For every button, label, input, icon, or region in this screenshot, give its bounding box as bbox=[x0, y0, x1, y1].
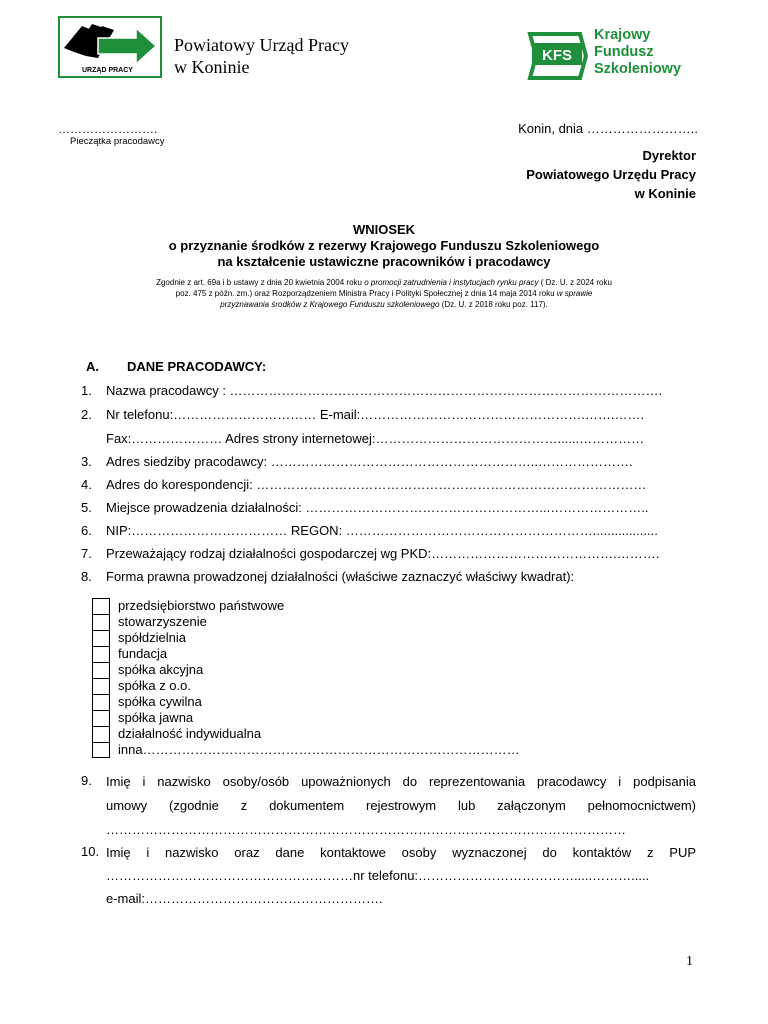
field-representatives-line1: Imię i nazwisko osoby/osób upoważnionych do reprezentowania pracodawcy i podpisania bbox=[106, 774, 696, 789]
field-label: Miejsce prowadzenia działalności: ………………………………………………...………………….. bbox=[106, 500, 649, 515]
option-label: spółdzielnia bbox=[118, 630, 186, 645]
field-number: 10. bbox=[81, 844, 100, 859]
field-label: Adres do korespondencji: ……………………………………………………………………………… bbox=[106, 477, 647, 492]
checkbox[interactable] bbox=[92, 646, 110, 662]
stamp-dots: ……………………. bbox=[58, 122, 158, 136]
option-label: spółka cywilna bbox=[118, 694, 202, 709]
legal-l1a: Zgodnie z art. 69a i b ustawy z dnia 20 kwietnia 2004 roku bbox=[156, 278, 365, 287]
field-number: 4. bbox=[81, 477, 92, 492]
kfs-name-line3: Szkoleniowy bbox=[594, 61, 682, 77]
field-number: 2. bbox=[81, 407, 92, 422]
title-line3: na kształcenie ustawiczne pracowników i pracodawcy bbox=[217, 254, 551, 269]
title-line1: WNIOSEK bbox=[352, 222, 416, 237]
field-number: 7. bbox=[81, 546, 92, 561]
legal-line2 bbox=[84, 288, 684, 299]
legal-l2a: poz. 475 z późn. zm.) oraz Rozporządzeniem Ministra Pracy i Polityki Społecznej z dnia 14 maja 2014 roku bbox=[175, 289, 557, 298]
pup-logo-graphic bbox=[60, 18, 160, 76]
field-label: Forma prawna prowadzonej działalności (właściwe zaznaczyć właściwy kwadrat): bbox=[106, 569, 575, 584]
addressee-line1: Dyrektor bbox=[642, 148, 696, 163]
option-label: fundacja bbox=[118, 646, 168, 661]
field-number: 8. bbox=[81, 569, 92, 584]
addressee bbox=[526, 146, 696, 203]
checkbox[interactable] bbox=[92, 662, 110, 678]
option-label: stowarzyszenie bbox=[118, 614, 207, 629]
field-number: 9. bbox=[81, 773, 92, 788]
legal-l3b: (Dz. U. z 2018 roku poz. 117). bbox=[439, 300, 548, 309]
field-number: 6. bbox=[81, 523, 92, 538]
option-label: spółka jawna bbox=[118, 710, 194, 725]
field-contact-person-line1: Imię i nazwisko oraz dane kontaktowe osoby wyznaczonej do kontaktów z PUP bbox=[106, 845, 696, 860]
field-number: 1. bbox=[81, 383, 92, 398]
field-representatives-input[interactable]: ………………………………………………………………………………………………………… bbox=[106, 822, 626, 837]
field-label: Fax:………………… Adres strony internetowej:……………………………………......…………… bbox=[106, 431, 645, 446]
section-letter: A. bbox=[86, 359, 99, 374]
legal-l1b: o promocji zatrudnienia i instytucjach rynku pracy bbox=[364, 278, 539, 287]
checkbox[interactable] bbox=[92, 598, 110, 614]
checkbox[interactable] bbox=[92, 678, 110, 694]
option-label: spółka z o.o. bbox=[118, 678, 191, 693]
checkbox[interactable] bbox=[92, 614, 110, 630]
office-name-line1: Powiatowy Urząd Pracy bbox=[174, 35, 349, 55]
field-contact-person-phone[interactable]: …………………………………………………nr telefonu:……………………………….....………..... bbox=[106, 868, 650, 883]
checkbox[interactable] bbox=[92, 630, 110, 646]
option-label: przedsiębiorstwo państwowe bbox=[118, 598, 285, 613]
legal-basis bbox=[84, 277, 684, 310]
legal-line3 bbox=[84, 299, 684, 310]
field-label: Nazwa pracodawcy : ………………………………………………………………………………………. bbox=[106, 383, 663, 398]
checkbox[interactable] bbox=[92, 742, 110, 758]
field-representatives-line2: umowy (zgodnie z dokumentem rejestrowym lub załączonym pełnomocnictwem) bbox=[106, 798, 696, 813]
legal-l1c: ( Dz. U. z 2024 roku bbox=[538, 278, 612, 287]
addressee-line3: w Koninie bbox=[634, 186, 696, 201]
checkbox[interactable] bbox=[92, 694, 110, 710]
legal-l3a: przyznawania środków z Krajowego Funduszu szkoleniowego bbox=[220, 300, 440, 309]
checkbox[interactable] bbox=[92, 726, 110, 742]
page-number: 1 bbox=[686, 954, 693, 969]
pup-logo bbox=[58, 16, 162, 78]
pup-logo-text: URZĄD PRACY bbox=[82, 67, 133, 74]
title-line2: o przyznanie środków z rezerwy Krajowego Funduszu Szkoleniowego bbox=[168, 238, 600, 253]
kfs-name-line2: Fundusz bbox=[594, 44, 654, 60]
addressee-line2: Powiatowego Urzędu Pracy bbox=[526, 167, 696, 182]
field-contact-person-email[interactable]: e-mail:………………………………………………. bbox=[106, 891, 383, 906]
checkbox[interactable] bbox=[92, 710, 110, 726]
kfs-name-line1: Krajowy bbox=[594, 27, 651, 43]
stamp-label: Pieczątka pracodawcy bbox=[70, 136, 165, 147]
kfs-badge-text: KFS bbox=[542, 47, 572, 64]
field-label: Przeważający rodzaj działalności gospodarczej wg PKD:…………………………………….………. bbox=[106, 546, 660, 561]
field-number: 5. bbox=[81, 500, 92, 515]
office-name-line2: w Koninie bbox=[174, 57, 250, 77]
option-label: spółka akcyjna bbox=[118, 662, 204, 677]
place-date: Konin, dnia …………………….. bbox=[518, 121, 698, 136]
option-label: działalność indywidualna bbox=[118, 726, 262, 741]
option-label: inna…………………………………………………………………………… bbox=[118, 742, 520, 757]
section-title: DANE PRACODAWCY: bbox=[127, 359, 267, 374]
document-title bbox=[84, 222, 684, 270]
legal-l2b: w sprawie bbox=[556, 289, 593, 298]
kfs-name bbox=[594, 27, 681, 78]
kfs-shield-icon bbox=[526, 28, 590, 82]
field-label: Adres siedziby pracodawcy: ……………………………………………………..…………………. bbox=[106, 454, 633, 469]
legal-line1 bbox=[84, 277, 684, 288]
field-label: NIP:……………………………… REGON: ………………………………………………….................. bbox=[106, 523, 658, 538]
field-number: 3. bbox=[81, 454, 92, 469]
office-name bbox=[174, 34, 349, 78]
field-label: Nr telefonu:…………………………… E-mail:…………………………………………….…….……. bbox=[106, 407, 645, 422]
